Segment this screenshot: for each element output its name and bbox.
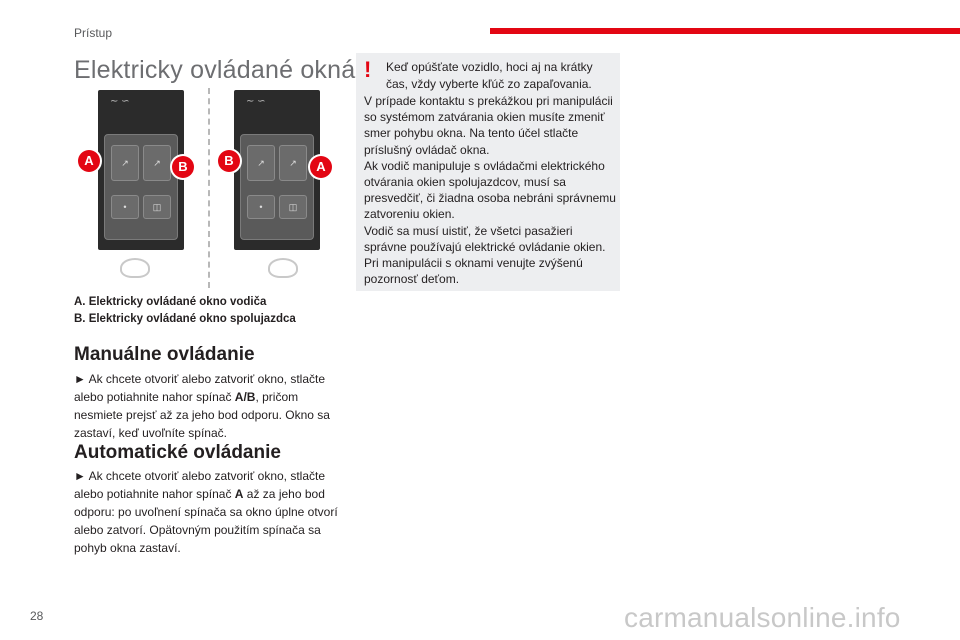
warning-first-line: Keď opúšťate vozidlo, hoci aj na krátky čas, vždy vyberte kľúč zo zapaľovania. [386, 60, 593, 91]
figure-divider [208, 88, 210, 288]
badge-a-left: A [78, 150, 100, 172]
steering-wheel-icon [268, 258, 298, 278]
bullet-arrow-icon: ► [74, 469, 86, 483]
badge-b-right: B [218, 150, 240, 172]
warning-text: V prípade kontaktu s prekážkou pri manipulácii so systémom zatvárania okien musíte zmeniť smer pohybu okna. Na tento účel stlačte príslušný ovládač okna. Ak vodič manipuluje s ovládačmi elektrického otvárania okien spolujazdcov, musí sa presvedčiť, či žiadna osoba nebráni správnemu zatvoreniu okien. Vodič sa musí uistiť, že všetci pasažieri správne používajú elektrické ovládanie okien. Pri manipulácii s oknami venujte zvýšenú pozornosť deťom. [364, 94, 616, 287]
switch-panel-photo-right: ↗ ↗ • ◫ ∼ ∽ [234, 90, 320, 250]
badge-a-right: A [310, 156, 332, 178]
automatic-paragraph: ► Ak chcete otvoriť alebo zatvoriť okno, stlačte alebo potiahnite nahor spínač A až za jeho bod odporu: po uvoľnení spínača sa okno úplne otvorí alebo zatvorí. Opätovným použitím spínača sa pohyb okna zastaví. [74, 469, 338, 555]
steering-wheel-icon [120, 258, 150, 278]
manual-paragraph: ► Ak chcete otvoriť alebo zatvoriť okno, stlačte alebo potiahnite nahor spínač A/B, pričom nesmiete prejsť až za jeho bod odporu. Okno sa zastaví, keď uvoľníte spínač. [74, 372, 330, 440]
caption-a: A. Elektricky ovládané okno vodiča [74, 296, 267, 308]
warning-box [356, 53, 620, 291]
heading-manual: Manuálne ovládanie [74, 344, 255, 365]
bullet-arrow-icon: ► [74, 372, 86, 386]
page-number: 28 [30, 609, 44, 623]
heading-automatic: Automatické ovládanie [74, 442, 281, 463]
page-title: Elektricky ovládané okná [74, 56, 356, 84]
warning-exclamation-icon: ! [364, 57, 372, 82]
window-switch-figure [74, 88, 344, 288]
section-label: Prístup [74, 26, 113, 40]
header-accent-bar [490, 28, 960, 34]
badge-b-left: B [172, 156, 194, 178]
switch-panel-photo-left: ↗ ↗ • ◫ ∼ ∽ [98, 90, 184, 250]
caption-b: B. Elektricky ovládané okno spolujazdca [74, 313, 296, 325]
watermark: carmanualsonline.info [624, 602, 901, 633]
